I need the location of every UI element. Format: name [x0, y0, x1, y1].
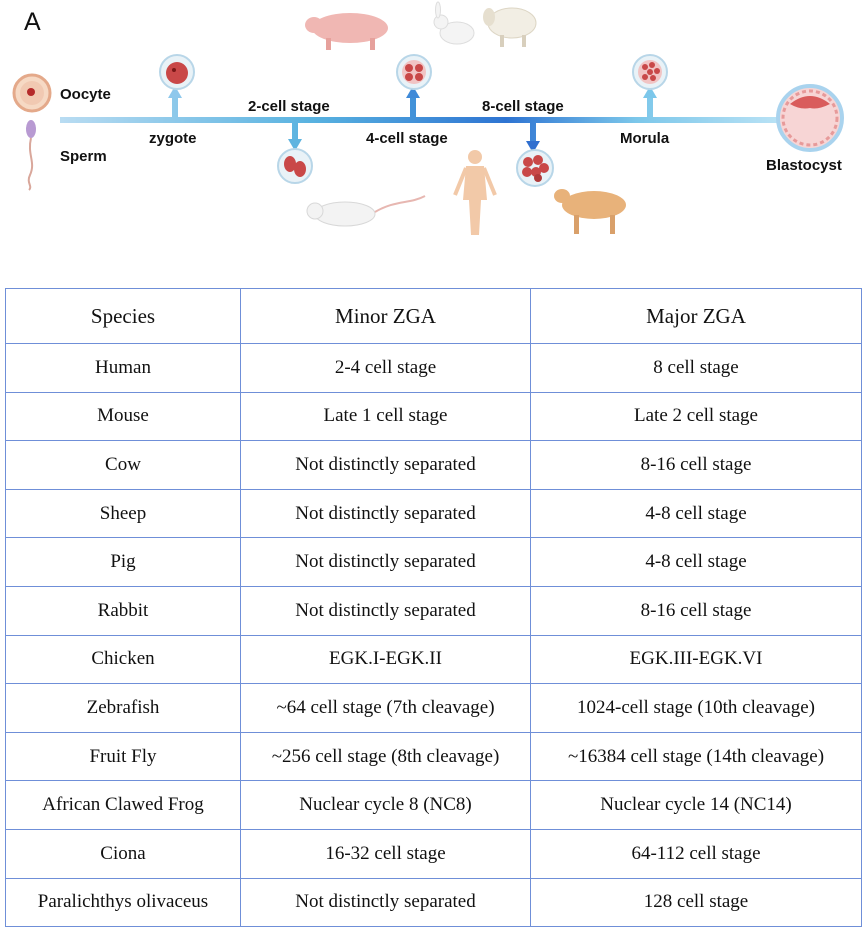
species-cell: Paralichthys olivaceus [6, 878, 241, 927]
major-zga-cell: Late 2 cell stage [531, 392, 862, 441]
oocyte-label: Oocyte [60, 86, 111, 103]
major-zga-cell: 4-8 cell stage [531, 489, 862, 538]
species-cell: Chicken [6, 635, 241, 684]
oocyte-icon [14, 75, 50, 111]
header-species: Species [6, 289, 241, 344]
panel-label: A [24, 8, 41, 36]
minor-zga-cell: Not distinctly separated [241, 489, 531, 538]
zygote-label: zygote [149, 130, 197, 147]
major-zga-cell: 8-16 cell stage [531, 441, 862, 490]
two-cell-label: 2-cell stage [248, 98, 330, 115]
pig-icon [305, 13, 388, 50]
minor-zga-cell: Not distinctly separated [241, 538, 531, 587]
species-cell: Human [6, 344, 241, 393]
species-cell: Pig [6, 538, 241, 587]
species-cell: Mouse [6, 392, 241, 441]
sheep-icon [483, 8, 536, 47]
species-cell: African Clawed Frog [6, 781, 241, 830]
minor-zga-cell: Not distinctly separated [241, 586, 531, 635]
human-icon [455, 150, 495, 235]
minor-zga-cell: EGK.I-EGK.II [241, 635, 531, 684]
eight-cell-icon [517, 150, 553, 186]
table-row [6, 878, 862, 927]
minor-zga-cell: Late 1 cell stage [241, 392, 531, 441]
blastocyst-label: Blastocyst [766, 157, 842, 174]
major-zga-cell: 128 cell stage [531, 878, 862, 927]
major-zga-cell: 8 cell stage [531, 344, 862, 393]
morula-icon [633, 55, 667, 89]
minor-zga-cell: ~256 cell stage (8th cleavage) [241, 732, 531, 781]
zygote-cell-icon [160, 55, 194, 89]
cow-icon [554, 189, 626, 234]
minor-zga-cell: ~64 cell stage (7th cleavage) [241, 684, 531, 733]
sperm-icon [26, 120, 36, 190]
minor-zga-cell: Nuclear cycle 8 (NC8) [241, 781, 531, 830]
table-row [6, 829, 862, 878]
major-zga-cell: 8-16 cell stage [531, 586, 862, 635]
minor-zga-cell: Not distinctly separated [241, 441, 531, 490]
species-cell: Rabbit [6, 586, 241, 635]
species-cell: Ciona [6, 829, 241, 878]
table-row [6, 344, 862, 393]
major-zga-cell: ~16384 cell stage (14th cleavage) [531, 732, 862, 781]
major-zga-cell: EGK.III-EGK.VI [531, 635, 862, 684]
table-row [6, 489, 862, 538]
minor-zga-cell: 2-4 cell stage [241, 344, 531, 393]
species-cell: Sheep [6, 489, 241, 538]
table-row [6, 635, 862, 684]
species-cell: Fruit Fly [6, 732, 241, 781]
table-row [6, 586, 862, 635]
four-cell-label: 4-cell stage [366, 130, 448, 147]
major-zga-cell: 4-8 cell stage [531, 538, 862, 587]
rabbit-icon [434, 2, 474, 44]
table-header-row [6, 289, 862, 344]
header-major-zga: Major ZGA [531, 289, 862, 344]
major-zga-cell: Nuclear cycle 14 (NC14) [531, 781, 862, 830]
species-cell: Cow [6, 441, 241, 490]
table-row [6, 684, 862, 733]
table-row [6, 538, 862, 587]
zga-table [5, 288, 862, 927]
four-cell-icon [397, 55, 431, 89]
mouse-icon [307, 196, 425, 226]
table-row [6, 781, 862, 830]
table-row [6, 441, 862, 490]
blastocyst-icon [778, 86, 842, 150]
morula-label: Morula [620, 130, 670, 147]
major-zga-cell: 1024-cell stage (10th cleavage) [531, 684, 862, 733]
header-minor-zga: Minor ZGA [241, 289, 531, 344]
sperm-label: Sperm [60, 148, 107, 165]
table-row [6, 732, 862, 781]
species-cell: Zebrafish [6, 684, 241, 733]
minor-zga-cell: 16-32 cell stage [241, 829, 531, 878]
embryo-development-diagram [0, 0, 865, 280]
two-cell-icon [278, 149, 312, 183]
table-row [6, 392, 862, 441]
major-zga-cell: 64-112 cell stage [531, 829, 862, 878]
minor-zga-cell: Not distinctly separated [241, 878, 531, 927]
eight-cell-label: 8-cell stage [482, 98, 564, 115]
